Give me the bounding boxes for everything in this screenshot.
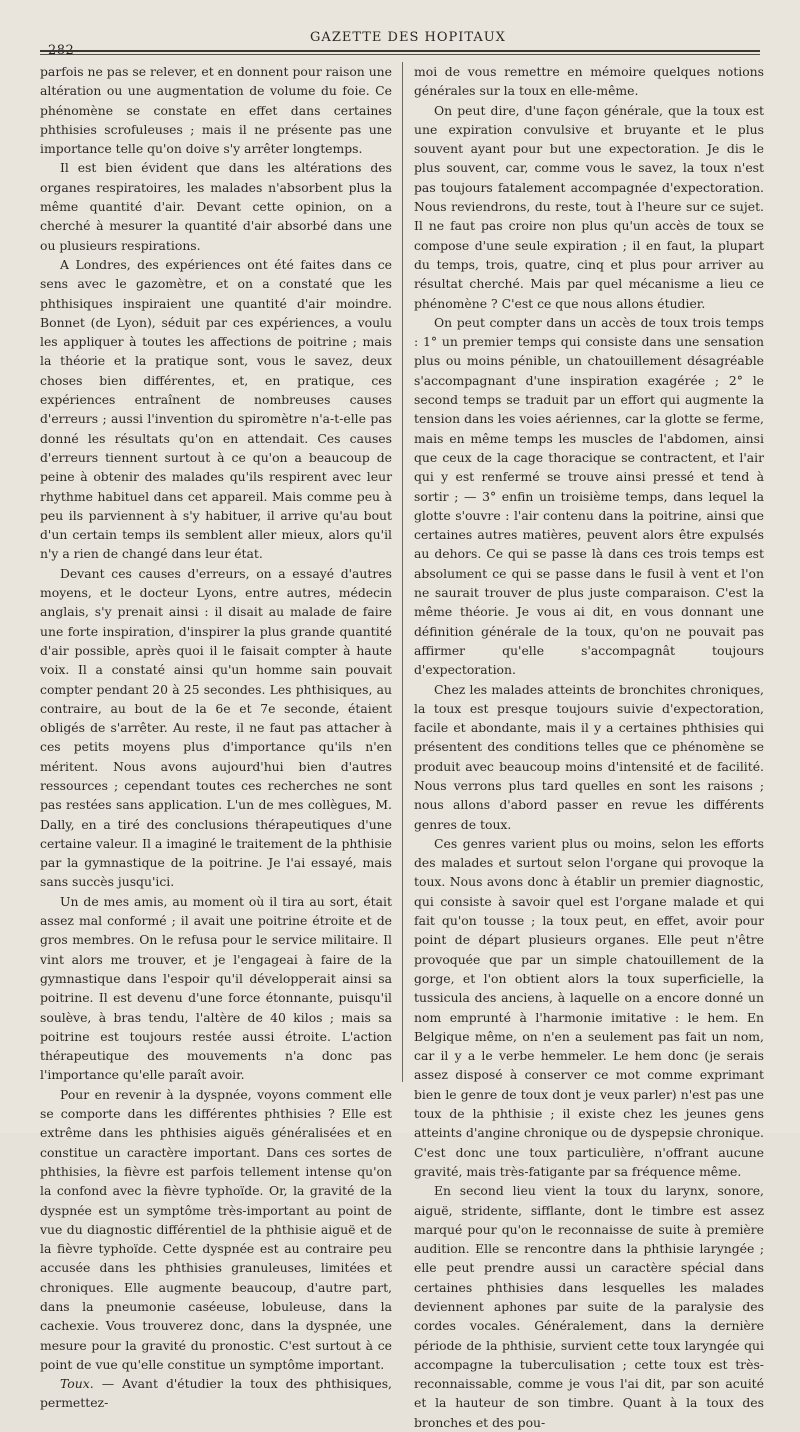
left-column (40, 62, 392, 1413)
paragraph: A Londres, des expériences ont été faites dans ce sens avec le gazomètre, et on a constaté que les phthisiques inspiraient une quantité d'air moindre. Bonnet (de Lyon), séduit par ces expériences, a voulu les appliquer à toutes les affections de poitrine ; mais la théorie et la pratique sont, vous le savez, deux choses bien différentes, et, en pratique, ces expériences entraînent de nombreuses causes d'erreurs ; aussi l'invention du spiromètre n'a-t-elle pas donné les résultats qu'on en attendait. Ces causes d'erreurs tiennent surtout à ce qu'on a beaucoup de peine à obtenir des malades qu'ils respirent avec leur rhythme habituel dans cet appareil. Mais comme peu à peu ils parviennent à s'y habituer, il arrive qu'au bout d'un certain temps ils semblent aller mieux, alors qu'il n'y a rien de changé dans leur état. (40, 256, 392, 562)
paragraph: Un de mes amis, au moment où il tira au sort, était assez mal conformé ; il avait une poitrine étroite et de gros membres. On le refusa pour le service militaire. Il vint alors me trouver, et je l'engageai à faire de la gymnastique dans l'espoir qu'il développerait ainsi sa poitrine. Il est devenu d'une force étonnante, puisqu'il soulève, à bras tendu, l'altère de 40 kilos ; mais sa poitrine est toujours restée aussi étroite. L'action thérapeutique des mouvements n'a donc pas l'importance qu'elle paraît avoir. (40, 893, 392, 1083)
column-divider (402, 62, 403, 1082)
paragraph-toux (40, 1374, 392, 1413)
section-heading: Toux. (60, 1376, 94, 1392)
paragraph: Ces genres varient plus ou moins, selon les efforts des malades et surtout selon l'organe qui provoque la toux. Nous avons donc à établir un premier diagnostic, qui consiste à savoir quel est l'organe malade et qui fait qu'on tousse ; la toux peut, en effet, avoir pour point de départ plusieurs organes. Elle peut n'être provoquée que par un simple chatouillement de la gorge, et l'on obtient alors la toux superficielle, la tussicula des anciens, à laquelle on a encore donné un nom emprunté à l'harmonie imitative : le hem. En Belgique même, on n'en a seulement pas fait un nom, car il y a le verbe hemmeler. Le hem donc (je serais assez disposé à conserver ce mot comme exprimant bien le genre de toux dont je veux parler) n'est pas une toux de la phthisie ; il existe chez les jeunes gens atteints d'angine chronique ou de dyspepsie chronique. C'est donc une toux particulière, n'offrant aucune gravité, mais très-fatigante par sa fréquence même. (414, 835, 764, 1179)
paragraph: Il est bien évident que dans les altérations des organes respiratoires, les malades n'absorbent plus la même quantité d'air. Devant cette opinion, on a cherché à mesurer la quantité d'air absorbé dans une ou plusieurs respirations. (40, 160, 392, 253)
paragraph: Pour en revenir à la dyspnée, voyons comment elle se comporte dans les différentes phthisies ? Elle est extrême dans les phthisies aiguës généralisées et en constitue un caractère important. Dans ces sortes de phthisies, la fièvre est parfois tellement intense qu'on la confond avec la fièvre typhoïde. Or, la gravité de la dyspnée est un symptôme très-important au point de vue du diagnostic différentiel de la phthisie aiguë et de la fièvre typhoïde. Cette dyspnée est au contraire peu accusée dans les phthisies granuleuses, limitées et chroniques. Elle augmente beaucoup, d'autre part, dans la pneumonie caséeuse, lobuleuse, dans la cachexie. Vous trouverez donc, dans la dyspnée, une mesure pour la gravité du pronostic. C'est surtout à ce point de vue qu'elle constitue un symptôme important. (40, 1086, 392, 1372)
section-text: — Avant d'étudier la toux des phthisiques, permettez- (40, 1376, 392, 1411)
paragraph: On peut compter dans un accès de toux trois temps : 1° un premier temps qui consiste dans une sensation plus ou moins pénible, un chatouillement désagréable s'accompagnant d'une inspiration exagérée ; 2° le second temps se traduit par un effort qui augmente la tension dans les voies aériennes, car la glotte se ferme, mais en même temps les muscles de l'abdomen, ainsi que ceux de la cage thoracique se contractent, et l'air qui y est renfermé se trouve ainsi pressé et tend à sortir ; — 3° enfin un troisième temps, dans lequel la glotte s'ouvre : l'air contenu dans la poitrine, ainsi que certaines autres matières, peuvent alors être expulsés au dehors. Ce qui se passe là dans ces trois temps est absolument ce qui se passe dans le fusil à vent et l'on ne saurait trouver de plus juste comparaison. C'est la même théorie. Je vous ai dit, en vous donnant une définition générale de la toux, qu'on ne pouvait pas affirmer qu'elle s'accompagnât toujours d'expectoration. (414, 314, 764, 678)
header-rule-thin (40, 54, 760, 55)
page-number: 282 (48, 43, 75, 58)
paragraph: On peut dire, d'une façon générale, que la toux est une expiration convulsive et bruyante et le plus souvent ayant pour but une expectoration. Je dis le plus souvent, car, comme vous le savez, la toux n'est pas toujours fatalement accompagnée d'expectoration. Nous reviendrons, du reste, tout à l'heure sur ce sujet. Il ne faut pas croire non plus qu'un accès de toux se compose d'une seule expiration ; il en faut, la plupart du temps, trois, quatre, cinq et plus pour arriver au résultat cherché. Mais par quel mécanisme a lieu ce phénomène ? C'est ce que nous allons étudier. (414, 102, 764, 311)
running-title: GAZETTE DES HOPITAUX (310, 30, 506, 45)
paragraph: moi de vous remettre en mémoire quelques notions générales sur la toux en elle-même. (414, 64, 764, 99)
right-column (414, 62, 764, 1432)
paragraph: Devant ces causes d'erreurs, on a essayé d'autres moyens, et le docteur Lyons, entre autres, médecin anglais, s'y prenait ainsi : il disait au malade de faire une forte inspiration, d'inspirer la plus grande quantité d'air possible, après quoi il le faisait compter à haute voix. Il a constaté ainsi qu'un homme sain pouvait compter pendant 20 à 25 secondes. Les phthisiques, au contraire, au bout de la 6e et 7e seconde, étaient obligés de s'arrêter. Au reste, il ne faut pas attacher à ces petits moyens plus d'importance qu'ils n'en méritent. Nous avons aujourd'hui bien d'autres ressources ; cependant toutes ces recherches ne sont pas restées sans application. L'un de mes collègues, M. Dally, en a tiré des conclusions thérapeutiques d'une certaine valeur. Il a imaginé le traitement de la phthisie par la gymnastique de la poitrine. Je l'ai essayé, mais sans succès jusqu'ici. (40, 565, 392, 890)
paragraph: En second lieu vient la toux du larynx, sonore, aiguë, stridente, sifflante, dont le timbre est assez marqué pour qu'on le reconnaisse de suite à première audition. Elle se rencontre dans la phthisie laryngée ; elle peut prendre aussi un caractère spécial dans certaines phthisies dans lesquelles les malades deviennent aphones par suite de la paralysie des cordes vocales. Généralement, dans la dernière période de la phthisie, survient cette toux laryngée qui accompagne la tuberculisation ; cette toux est très-reconnaissable, comme je vous l'ai dit, par son acuité et la hauteur de son timbre. Quant à la toux des bronches et des pou- (414, 1183, 764, 1430)
header-rule (40, 50, 760, 52)
paragraph: parfois ne pas se relever, et en donnent pour raison une altération ou une augmentation de volume du foie. Ce phénomène se constate en effet dans certaines phthisies scrofuleuses ; mais il ne présente pas une importance telle qu'on doive s'y arrêter longtemps. (40, 64, 392, 157)
paragraph: Chez les malades atteints de bronchites chroniques, la toux est presque toujours suivie d'expectoration, facile et abondante, mais il y a certaines phthisies qui présentent des conditions telles que ce phénomène se produit avec beaucoup moins d'intensité et de facilité. Nous verrons plus tard quelles en sont les raisons ; nous allons d'abord passer en revue les différents genres de toux. (414, 681, 764, 832)
